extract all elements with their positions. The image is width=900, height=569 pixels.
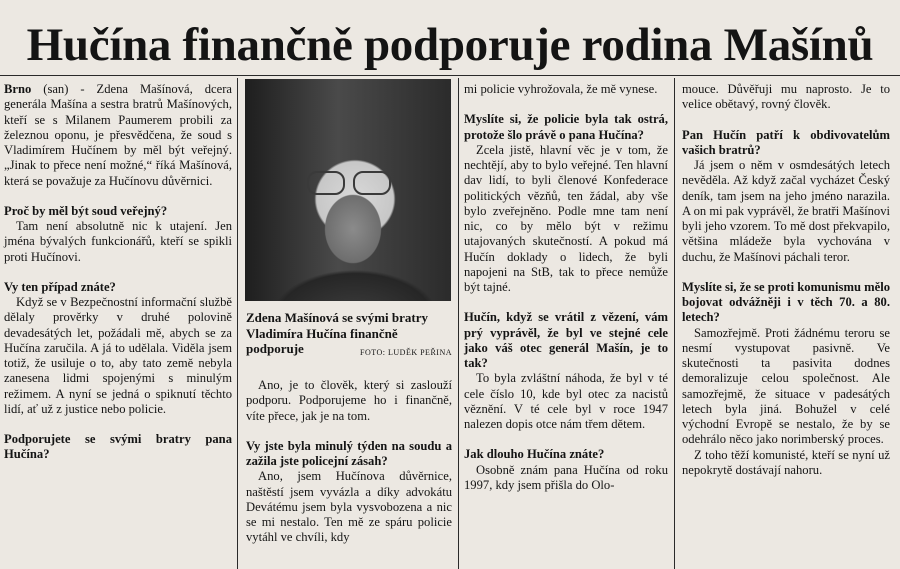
column-rule-3 (674, 78, 675, 569)
answer-5: Zcela jistě, hlavní věc je v tom, že nechtějí, aby to bylo veřejné. Ten hlavní dav lidí, to byli členové Konfederace politických vězňů, ten žádal, aby vše bylo zveřejněno. Podle mne tam není nic, co by mělo být v režimu utajovaných skutečností. A pokud má Hučín doklady o lidech, že byli napojeni na StB, tak to přece nemůže být tajné. (464, 142, 668, 294)
question-9: Myslíte si, že se proti komunismu mělo bojovat odvážněji i v těch 70. a 80. letech? (682, 279, 890, 325)
agency: (san) (43, 82, 69, 96)
caption-text: Zdena Mašínová se svými bratry Vladimíra Hučína finančně podporuje (246, 310, 428, 356)
column-1 (4, 82, 232, 463)
answer-3: Ano, je to člověk, který si zaslouží podporu. Podporujeme ho i finančně, víte přece, jak je na tom. (246, 378, 452, 423)
photo-credit: FOTO: LUDĚK PEŘINA (360, 348, 452, 357)
headline: Hučína finančně podporuje rodina Mašínů (26, 19, 874, 71)
answer-4: Ano, jsem Hučínova důvěrnice, naštěstí jsem vyvázla a díky advokátu Devátému jsem byla vysvobozena a nic se mi nestalo. Ten mě ze spáru policie vytáhl ve chvíli, kdy (246, 469, 452, 545)
answer-9: Samozřejmě. Proti žádnému teroru se nesmí vystupovat pasivně. Ve skutečnosti ta pasivita dodnes demoralizuje celou společnost. Ale samozřejmě, že situace v padesátých letech byla jiná. Bohužel v celé východní Evropě se nestalo, že by se odehrálo něco jako norimberský proces. (682, 325, 890, 447)
answer-8: Já jsem o něm v osmdesátých letech nevěděla. Až když začal vycházet Český deník, tam jsem na jeho jméno narazila. A on mi pak vyprávěl, že bratři Mašínovi byli jeho vzorem. To mě dost překvapilo, většina mládeže byla vychována v duchu, že Mašínovi páchali teror. (682, 158, 890, 264)
column-3 (464, 82, 668, 493)
glasses-shape (305, 171, 393, 195)
answer-7: Osobně znám pana Hučína od roku 1997, kdy jsem přišla do Olo- (464, 462, 668, 492)
question-6: Hučín, když se vrátil z vězení, vám prý vyprávěl, že byl ve stejné cele jako váš otec generál Mašín, je to tak? (464, 310, 668, 370)
photo-caption (246, 310, 452, 361)
answer-2: Když se v Bezpečnostní informační službě dělaly prověrky v druhé polovině devadesátých let, požádali mě, abych se za Hučína zaručila. A já to udělala. Viděla jsem totiž, že usiluje o to, aby tato země nebyla zanesena lidmi spojenými s minulým režimem. A nyní se jedná o spiknutí těchto lidí, ať už z justice nebo policie. (4, 295, 232, 416)
column-rule-2 (458, 78, 459, 569)
dateline: Brno (4, 82, 32, 96)
question-5: Myslíte si, že policie byla tak ostrá, protože šlo právě o pana Hučína? (464, 112, 668, 142)
column-2 (246, 378, 452, 546)
answer-6: To byla zvláštní náhoda, že byl v té cele číslo 10, kde byl otec za nacistů věznění. V té cele byl v roce 1947 nalezen dopis otce nám třem dětem. (464, 371, 668, 431)
question-4: Vy jste byla minulý týden na soudu a zažila jste policejní zásah? (246, 438, 452, 468)
answer-4-continued: mi policie vyhrožovala, že mě vynese. (464, 82, 658, 96)
lead-text: - Zdena Mašínová, dcera generála Mašína a sestra bratrů Mašínových, kteří se s Milanem Paumerem probili za železnou oponu, je přesvědčena, že soud s Vladimírem Hučínem by měl být veřejný. „Jinak to přece není možné,“ říká Mašínová, která se považuje za Hučínovu důvěrnici. (4, 82, 232, 188)
answer-1: Tam není absolutně nic k utajení. Jen jména bývalých funkcionářů, kteří se spikli proti Hučínovi. (4, 219, 232, 264)
portrait-photo (245, 79, 451, 301)
column-rule-1 (237, 78, 238, 569)
lead-paragraph (4, 82, 232, 189)
question-8: Pan Hučín patří k obdivovatelům vašich bratrů? (682, 127, 890, 157)
answer-7-continued: mouce. Důvěřuji mu naprosto. Je to velice obětavý, rovný člověk. (682, 82, 890, 112)
question-2: Vy ten případ znáte? (4, 279, 116, 294)
column-4 (682, 82, 890, 478)
top-rule (0, 75, 900, 76)
question-7: Jak dlouho Hučína znáte? (464, 447, 605, 462)
question-3: Podporujete se svými bratry pana Hučína? (4, 432, 232, 462)
question-1: Proč by měl být soud veřejný? (4, 203, 168, 218)
answer-10: Z toho těží komunisté, kteří se nyní už nepokrytě dostávají nahoru. (682, 447, 890, 477)
